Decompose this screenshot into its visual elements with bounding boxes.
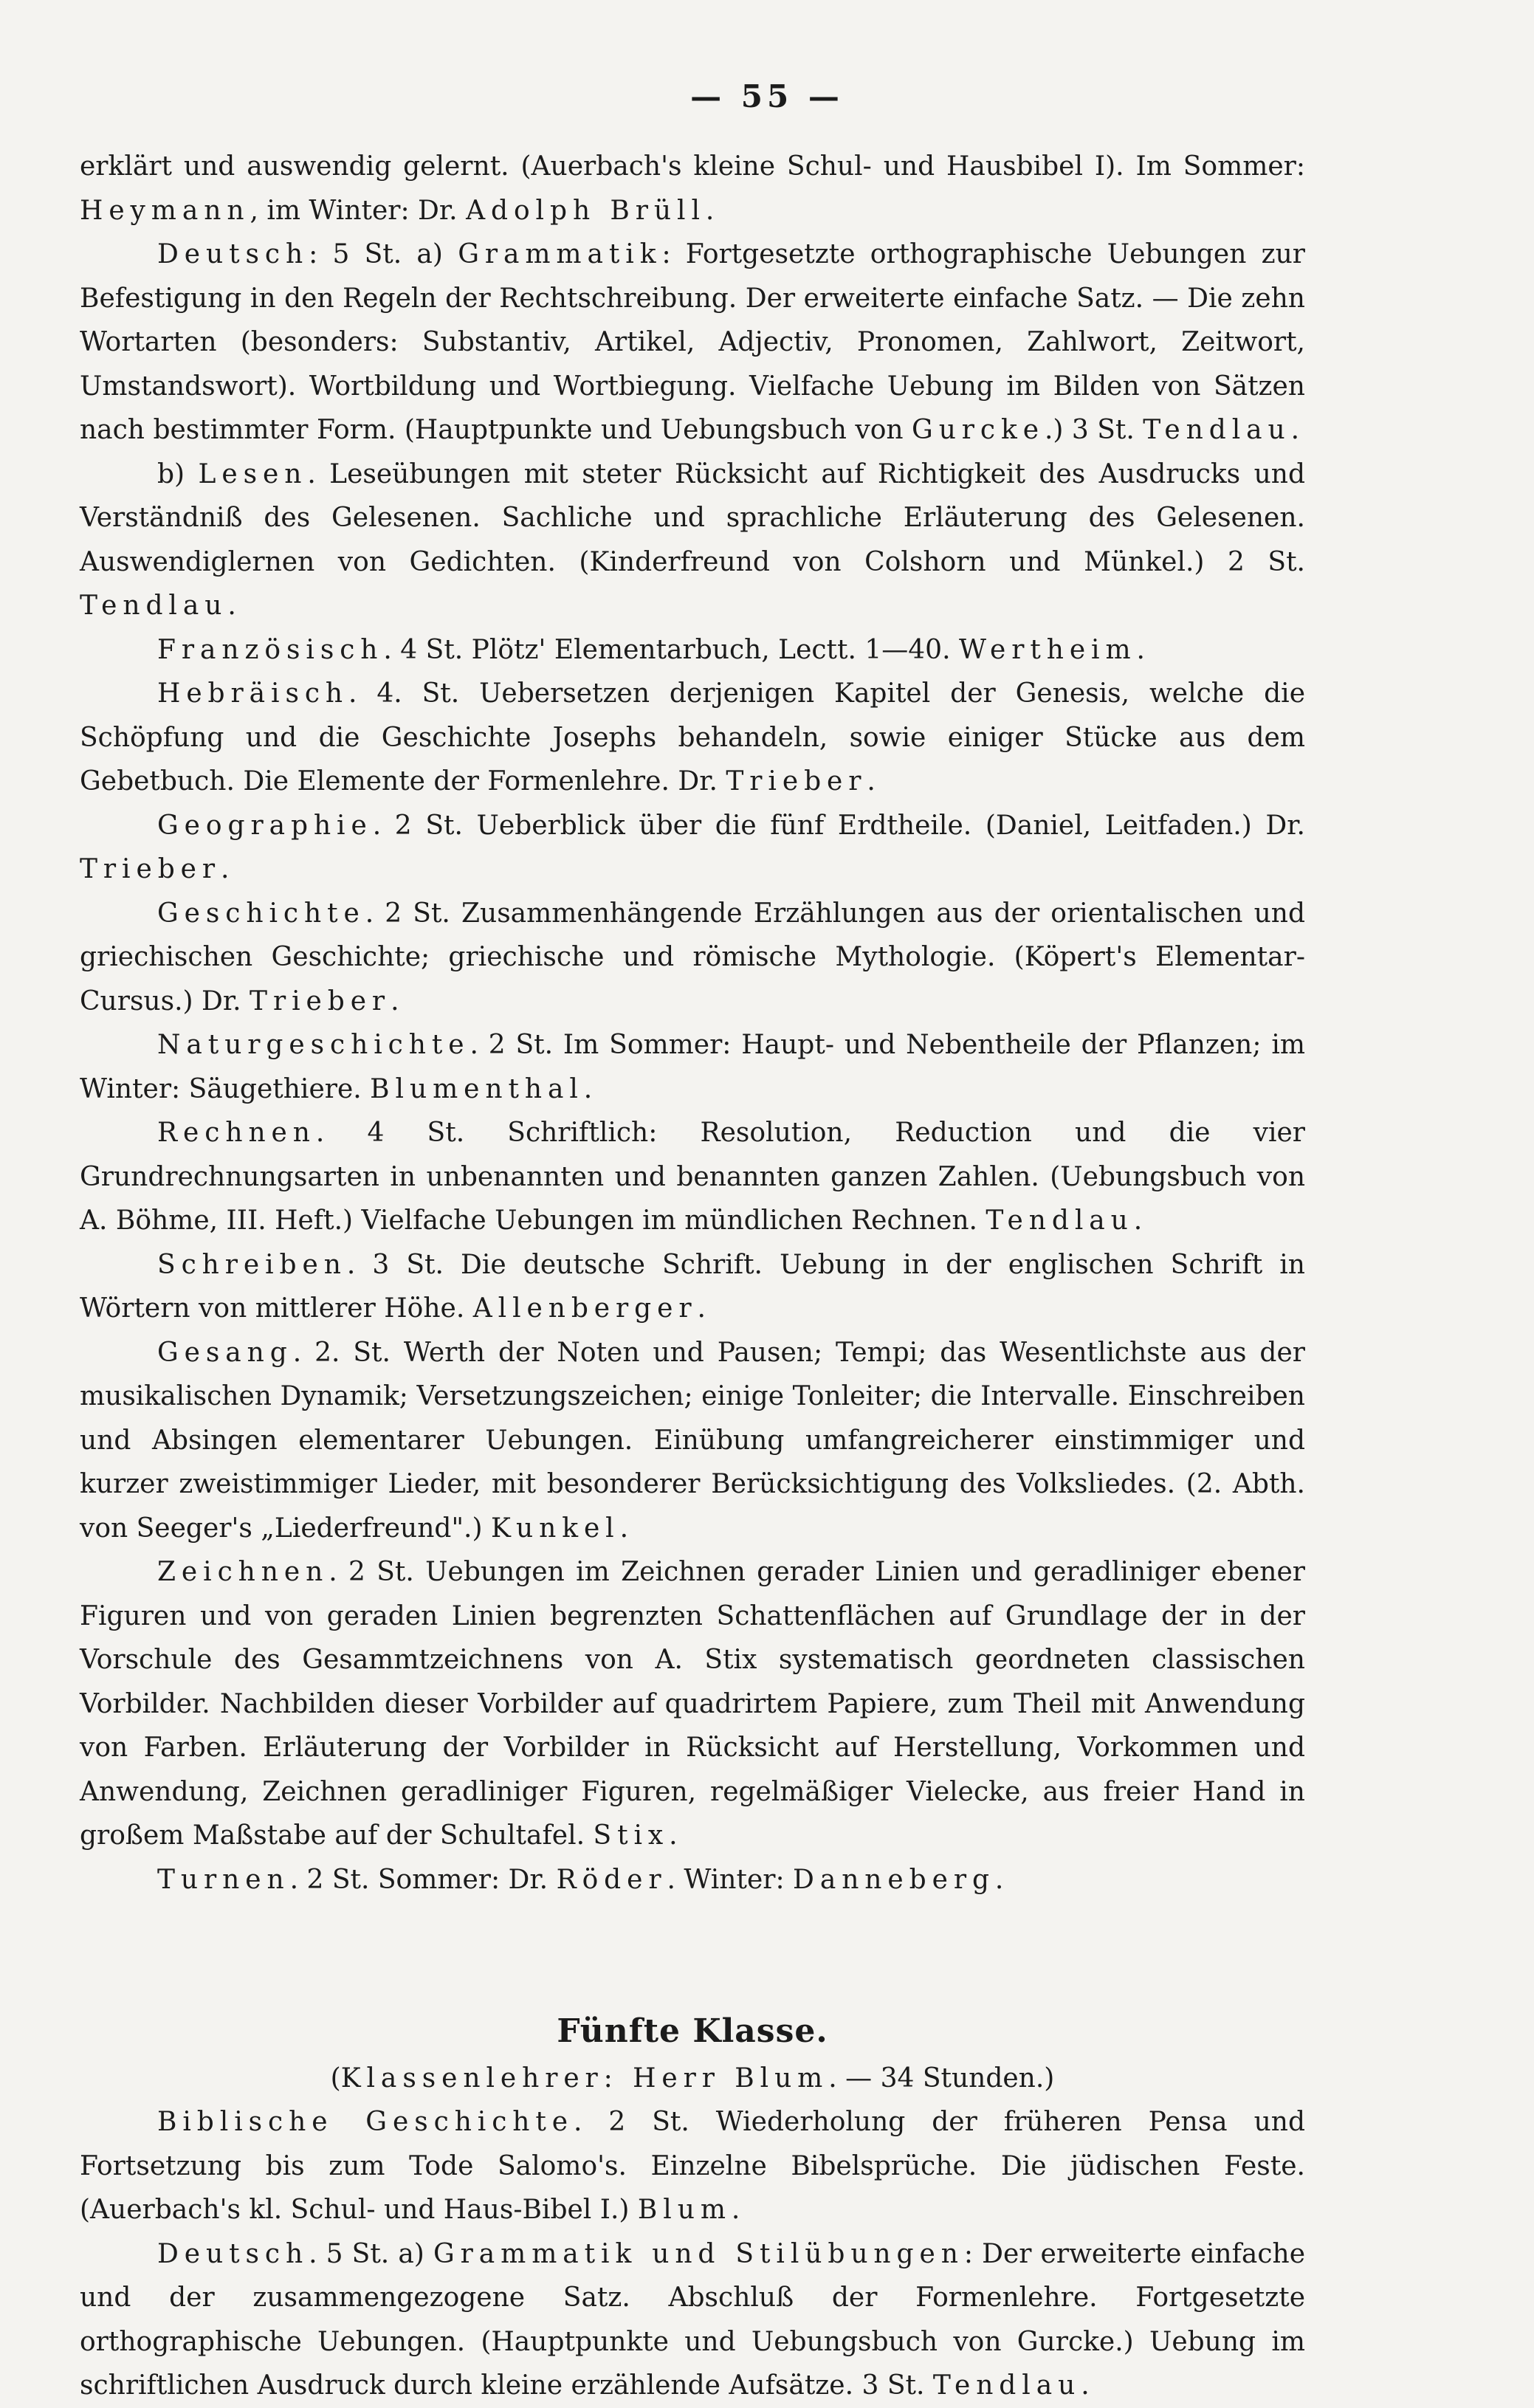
page-number: — 55 —	[690, 78, 844, 114]
subject-heading: Deutsch	[157, 2238, 309, 2269]
teacher-name: Tendlau	[1143, 415, 1291, 445]
paragraph-schreiben: Schreiben. 3 St. Die deutsche Schrift. Uebung in der englischen Schrift in Wörtern von mittlerer Höhe. Allenberger.	[80, 1249, 1305, 1324]
author-name: Gurcke	[912, 415, 1045, 445]
teacher-name: Tendlau	[80, 591, 228, 621]
paragraph-deutsch-fuenfte: Deutsch. 5 St. a) Grammatik und Stilübungen: Der erweiterte einfache und der zusammengezogene Satz. Abschluß der Formenlehre. Fortgesetzte orthographische Uebungen. (Hauptpunkte und Uebungsbuch von Gurcke.) Uebung im schriftlichen Ausdruck durch kleine erzählende Aufsätze. 3 St. Tendlau.	[80, 2238, 1306, 2401]
class-teacher: Klassenlehrer: Herr Blum	[340, 2063, 829, 2094]
teacher-name: Trieber	[80, 854, 221, 884]
paragraph-lesen: b) Lesen. Leseübungen mit steter Rücksicht auf Richtigkeit des Ausdrucks und Verständniß des Gelesenen. Sachliche und sprachliche Erläuterung des Gelesenen. Auswendiglernen von Gedichten. (Kinderfreund von Colshorn und Münkel.) 2 St. Tendlau.	[80, 458, 1305, 621]
subsection-heading: Grammatik	[458, 239, 662, 269]
subject-heading: Rechnen	[157, 1118, 316, 1148]
subject-heading: Gesang	[157, 1337, 293, 1368]
paragraph-rechnen: Rechnen. 4 St. Schriftlich: Resolution, Reduction und die vier Grundrechnungsarten in unbenannten und benannten ganzen Zahlen. (Uebungsbuch von A. Böhme, III. Heft.) Vielfache Uebungen im mündlichen Rechnen. Tendlau.	[80, 1118, 1305, 1236]
subject-heading: Schreiben	[157, 1249, 347, 1280]
paragraph-turnen: Turnen. 2 St. Sommer: Dr. Röder. Winter: Danneberg.	[157, 1864, 1004, 1895]
subject-heading: Französisch	[157, 634, 384, 665]
teacher-name: Adolph Brüll	[466, 195, 706, 226]
teacher-name: Trieber	[250, 985, 391, 1016]
paragraph-zeichnen: Zeichnen. 2 St. Uebungen im Zeichnen gerader Linien und geradliniger ebener Figuren und von geraden Linien begrenzten Schattenflächen auf Grundlage der in der Vorschule des Gesammtzeichnens von A. Stix systematisch geordneten classischen Vorbilder. Nachbilden dieser Vorbilder auf quadrirtem Papiere, zum Theil mit Anwendung von Farben. Erläuterung der Vorbilder in Rücksicht auf Herstellung, Vorkommen und Anwendung, Zeichnen geradliniger Figuren, regelmäßiger Vielecke, aus freier Hand in großem Maßstabe auf der Schultafel. Stix.	[80, 1557, 1305, 1851]
paragraph-gesang: Gesang. 2. St. Werth der Noten und Pausen; Tempi; das Wesentlichste aus der musikalischen Dynamik; Versetzungszeichen; einige Tonleiter; die Intervalle. Einschreiben und Absingen elementarer Uebungen. Einübung umfangreicherer einstimmiger und kurzer zweistimmiger Lieder, mit besonderer Berücksichtigung des Volksliedes. (2. Abth. von Seeger's „Liederfreund".) Kunkel.	[80, 1337, 1305, 1544]
section-subtitle: (Klassenlehrer: Herr Blum. — 34 Stunden.)	[330, 2063, 1055, 2094]
subject-heading: Geographie	[157, 810, 373, 841]
paragraph-geschichte: Geschichte. 2 St. Zusammenhängende Erzählungen aus der orientalischen und griechischen Geschichte; griechische und römische Mythologie. (Köpert's Elementar-Cursus.) Dr. Trieber.	[80, 898, 1305, 1016]
teacher-name: Blum	[637, 2195, 732, 2225]
teacher-name: Trieber	[726, 766, 867, 797]
paragraph-religion: erklärt und auswendig gelernt. (Auerbach's kleine Schul- und Hausbibel I). Im Sommer: Heymann, im Winter: Dr. Adolph Brüll.	[80, 151, 1305, 226]
teacher-name: Blumenthal	[370, 1073, 584, 1104]
subject-heading: Naturgeschichte	[157, 1030, 470, 1060]
teacher-name: Danneberg	[793, 1864, 995, 1895]
subject-heading: Zeichnen	[157, 1557, 329, 1587]
subject-heading: Geschichte	[157, 898, 365, 929]
paragraph-hebraeisch: Hebräisch. 4. St. Uebersetzen derjenigen Kapitel der Genesis, welche die Schöpfung und die Geschichte Josephs behandeln, sowie einiger Stücke aus dem Gebetbuch. Die Elemente der Formenlehre. Dr. Trieber.	[80, 678, 1305, 797]
subject-heading: Turnen	[157, 1864, 290, 1895]
paragraph-franzoesisch: Französisch. 4 St. Plötz' Elementarbuch, Lectt. 1—40. Wertheim.	[157, 634, 1145, 665]
subject-heading: Biblische Geschichte	[157, 2107, 574, 2137]
paragraph-geographie: Geographie. 2 St. Ueberblick über die fünf Erdtheile. (Daniel, Leitfaden.) Dr. Trieber.	[80, 810, 1305, 884]
teacher-name: Tendlau	[932, 2370, 1081, 2401]
teacher-name: Wertheim	[958, 634, 1137, 665]
teacher-name: Allenberger	[472, 1293, 698, 1324]
paragraph-deutsch: Deutsch: 5 St. a) Grammatik: Fortgesetzte orthographische Uebungen zur Befestigung in den Regeln der Rechtschreibung. Der erweiterte einfache Satz. — Die zehn Wortarten (besonders: Substantiv, Artikel, Adjectiv, Pronomen, Zahlwort, Zeitwort, Umstandswort). Wortbildung und Wortbiegung. Vielfache Uebung im Bilden von Sätzen nach bestimmter Form. (Hauptpunkte und Uebungsbuch von Gurcke.) 3 St. Tendlau.	[80, 239, 1305, 445]
teacher-name: Röder	[556, 1864, 667, 1895]
teacher-name: Kunkel	[490, 1513, 620, 1544]
teacher-name: Heymann	[80, 195, 250, 226]
subsection-heading: Grammatik und Stilübungen	[433, 2238, 964, 2269]
paragraph-naturgeschichte: Naturgeschichte. 2 St. Im Sommer: Haupt- und Nebentheile der Pflanzen; im Winter: Säugethiere. Blumenthal.	[80, 1030, 1305, 1104]
paragraph-biblische-geschichte: Biblische Geschichte. 2 St. Wiederholung der früheren Pensa und Fortsetzung bis zum Tode Salomo's. Einzelne Bibelsprüche. Die jüdischen Feste. (Auerbach's kl. Schul- und Haus-Bibel I.) Blum.	[80, 2107, 1305, 2225]
subject-heading: Deutsch	[157, 239, 309, 269]
page-text	[80, 145, 1305, 2408]
section-title: Fünfte Klasse.	[557, 2012, 828, 2050]
teacher-name: Tendlau	[986, 1205, 1134, 1236]
teacher-name: Stix	[593, 1820, 670, 1851]
subsection-heading: Lesen	[198, 458, 308, 489]
subject-heading: Hebräisch	[157, 678, 349, 709]
